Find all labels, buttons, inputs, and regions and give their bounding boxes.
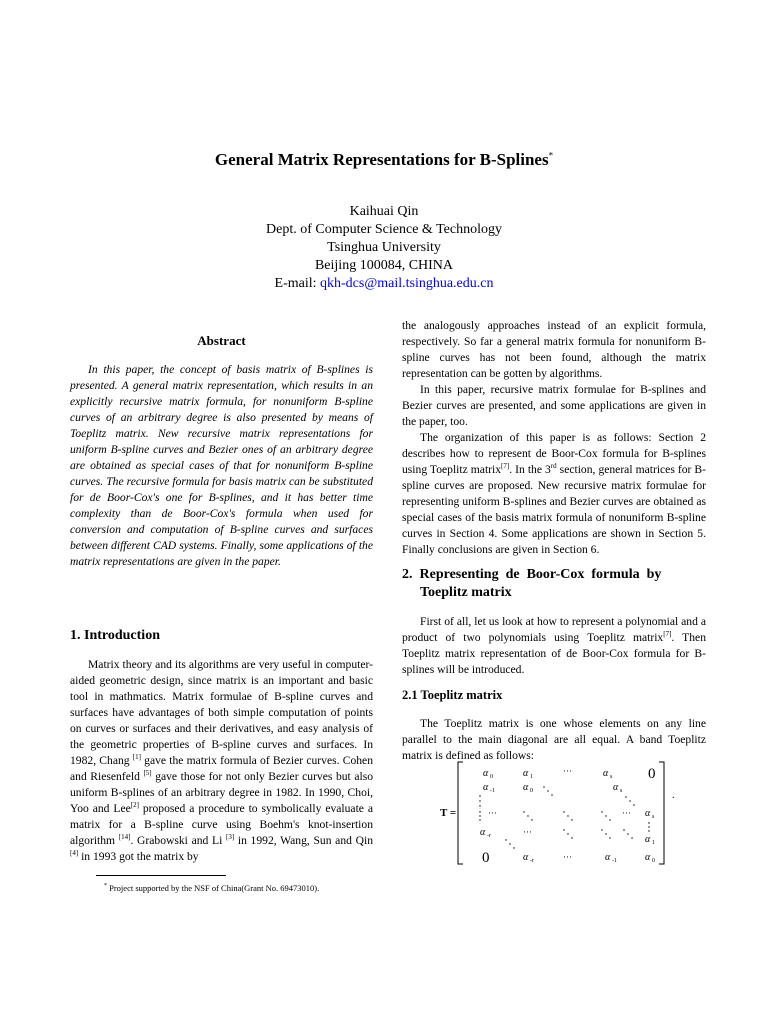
ref-7-b: [7] <box>663 630 672 639</box>
title-text: General Matrix Representations for B-Splines <box>214 150 549 169</box>
abstract-body <box>70 362 373 570</box>
zero-lower-left: 0 <box>482 850 490 866</box>
author-university: Tsinghua University <box>327 240 441 255</box>
ref-3: [3] <box>226 833 235 842</box>
toeplitz-definition: The Toeplitz matrix is one whose elements on any line parallel to the main diagonal are all equal. A band Toeplitz matrix is defined as follows: <box>402 717 706 762</box>
ref-2: [2] <box>130 801 139 810</box>
section-2-heading-line-2: Toeplitz matrix <box>420 585 512 600</box>
svg-text:-1: -1 <box>490 788 495 794</box>
paper-title <box>0 150 768 170</box>
s2-text-b: . Then Toeplitz matrix representation of de Boor-Cox formula for B-splines will be introduced. <box>402 631 706 676</box>
section-2-body <box>402 614 706 678</box>
svg-text:1: 1 <box>530 774 533 780</box>
alpha-1-r1: α <box>523 768 529 779</box>
intro-text-g: in 1993 got the matrix by <box>78 850 199 863</box>
subsection-2-1-heading: 2.1 Toeplitz matrix <box>402 688 503 702</box>
dots-r1: ··· <box>563 766 572 776</box>
zero-upper-right: 0 <box>648 766 656 782</box>
author-email-line <box>0 275 768 293</box>
section-2-heading-line-1: 2. Representing de Boor-Cox formula by <box>402 567 662 582</box>
right-paragraph-2 <box>402 430 706 558</box>
author-block <box>0 203 768 293</box>
right-column-intro <box>402 318 706 558</box>
svg-text:s: s <box>652 814 655 820</box>
footnote-text: Project supported by the NSF of China(Grant No. 69473010). <box>107 883 320 893</box>
s2-text-a: First of all, let us look at how to represent a polynomial and a product of two polynomials using Toeplitz matrix <box>402 615 706 644</box>
dots-r7: ··· <box>563 852 572 862</box>
alpha-s-r1: α <box>603 768 609 779</box>
ordinal-rd: rd <box>550 462 557 471</box>
author-name: Kaihuai Qin <box>349 204 419 219</box>
ref-1: [1] <box>132 753 141 762</box>
footnote-rule <box>96 875 226 876</box>
matrix-period: . <box>672 790 675 801</box>
svg-text:1: 1 <box>652 840 655 846</box>
alpha-mr-r7: α <box>523 852 529 863</box>
alpha-0-r1: α <box>483 768 489 779</box>
section-1-heading: 1. Introduction <box>70 628 160 643</box>
toeplitz-matrix-figure <box>430 760 680 870</box>
ref-5: [5] <box>143 769 152 778</box>
right-bracket <box>659 762 664 864</box>
intro-text-c: gave those for not only Bezier curves but also uniform B-splines of an arbitrary degree in 1982. In 1990, Choi, Yoo and Lee <box>70 770 373 815</box>
left-bracket <box>458 762 463 864</box>
intro-text-e: . Grabowski and Li <box>130 834 226 847</box>
intro-text-a: Matrix theory and its algorithms are very useful in computer-aided geometric design, since matrix is an important and basic tool in mathmatics. Matrix formulae of B-spline curves and surfaces have advantages of both simple computation of points on curves or surfaces and their derivatives, and easy analysis of the geometric properties of B-spline curves and surfaces. In 1982, Chang <box>70 658 373 767</box>
svg-text:0: 0 <box>652 858 655 864</box>
intro-text-d: proposed a procedure to symbolically evaluate a matrix for a B-spline curve using Boehm's knot-insertion algorithm <box>70 802 373 847</box>
abstract-text: In this paper, the concept of basis matrix of B-splines is presented. A general matrix representation, which results in an explicitly recursive matrix formula, for nonuniform B-spline curves of an arbitrary degree is also presented by means of Toeplitz matrix. New recursive matrix representations for uniform B-spline curves and Bezier ones of an arbitrary degree are obtained as special cases of that for nonuniform B-spline curves. The recursive formula for basis matrix can be substituted for de Boor-Cox's one for B-splines, and it has better time complexity than de Boor-Cox's formula when used for conversion and computation of B-spline curves and surfaces between different CAD systems. Finally, some applications of the matrix representations are given in the paper. <box>70 363 373 568</box>
intro-text-f: in 1992, Wang, Sun and Qin <box>234 834 373 847</box>
right-paragraph-0: the analogously approaches instead of an explicit formula, respectively. So far a general matrix formula for nonuniform B-spline curves has not been found, although the matrix representation can be gotten by algorithms. <box>402 319 706 380</box>
abstract-heading: Abstract <box>197 333 246 348</box>
alpha-s-r2: α <box>613 782 619 793</box>
svg-text:0: 0 <box>530 788 533 794</box>
alpha-m1-r7: α <box>605 852 611 863</box>
svg-text:-r: -r <box>530 858 534 864</box>
alpha-mr-r5: α <box>480 827 486 838</box>
email-link[interactable]: qkh-dcs@mail.tsinghua.edu.cn <box>320 276 494 291</box>
svg-text:s: s <box>610 774 613 780</box>
author-city: Beijing 100084, CHINA <box>314 258 454 273</box>
svg-text:-r: -r <box>487 833 491 839</box>
alpha-1-r6: α <box>645 834 651 845</box>
matrix-lhs: T = <box>440 807 457 819</box>
footnote-mark: * <box>104 883 107 890</box>
svg-text:0: 0 <box>490 774 493 780</box>
alpha-0-r7: α <box>645 852 651 863</box>
dots-r4-a: ··· <box>488 808 497 818</box>
org-text-b: . In the 3 <box>509 463 551 476</box>
intro-paragraph <box>70 657 373 865</box>
ref-4: [4] <box>70 849 79 858</box>
svg-text:s: s <box>620 788 623 794</box>
subsection-2-1-body <box>402 716 706 764</box>
right-paragraph-1: In this paper, recursive matrix formulae for B-splines and Bezier curves are presented, and some applications are given in the paper, too. <box>402 383 706 428</box>
intro-text-b: gave the matrix formula of Bezier curves. Cohen and Riesenfeld <box>70 754 373 783</box>
org-text-c: section, general matrices for B-spline curves are proposed. New recursive matrix formulae for representing uniform B-splines and Bezier curves are obtained as special cases of the basis matrix formula of nonuniform B-spline curves in Section 4. Some applications are shown in Section 5. Finally conclusions are given in Section 6. <box>402 463 706 556</box>
alpha-m1-r2: α <box>483 782 489 793</box>
title-footnote-mark: * <box>548 150 554 161</box>
section-2-paragraph <box>402 614 706 678</box>
intro-body <box>70 657 373 865</box>
dots-r5: ··· <box>523 827 532 837</box>
footnote <box>104 883 319 893</box>
dots-r4-b: ··· <box>622 808 631 818</box>
section-2-heading <box>402 566 706 602</box>
alpha-s-r4: α <box>645 808 651 819</box>
svg-text:-1: -1 <box>612 858 617 864</box>
ref-7: [7] <box>501 462 510 471</box>
author-dept: Dept. of Computer Science & Technology <box>266 222 502 237</box>
email-label: E-mail: <box>274 276 317 291</box>
org-text-a: The organization of this paper is as follows: Section 2 describes how to represent de Boor-Cox formula for B-splines using Toeplitz matrix <box>402 431 706 476</box>
alpha-0-r2: α <box>523 782 529 793</box>
ref-14: [14] <box>118 833 131 842</box>
